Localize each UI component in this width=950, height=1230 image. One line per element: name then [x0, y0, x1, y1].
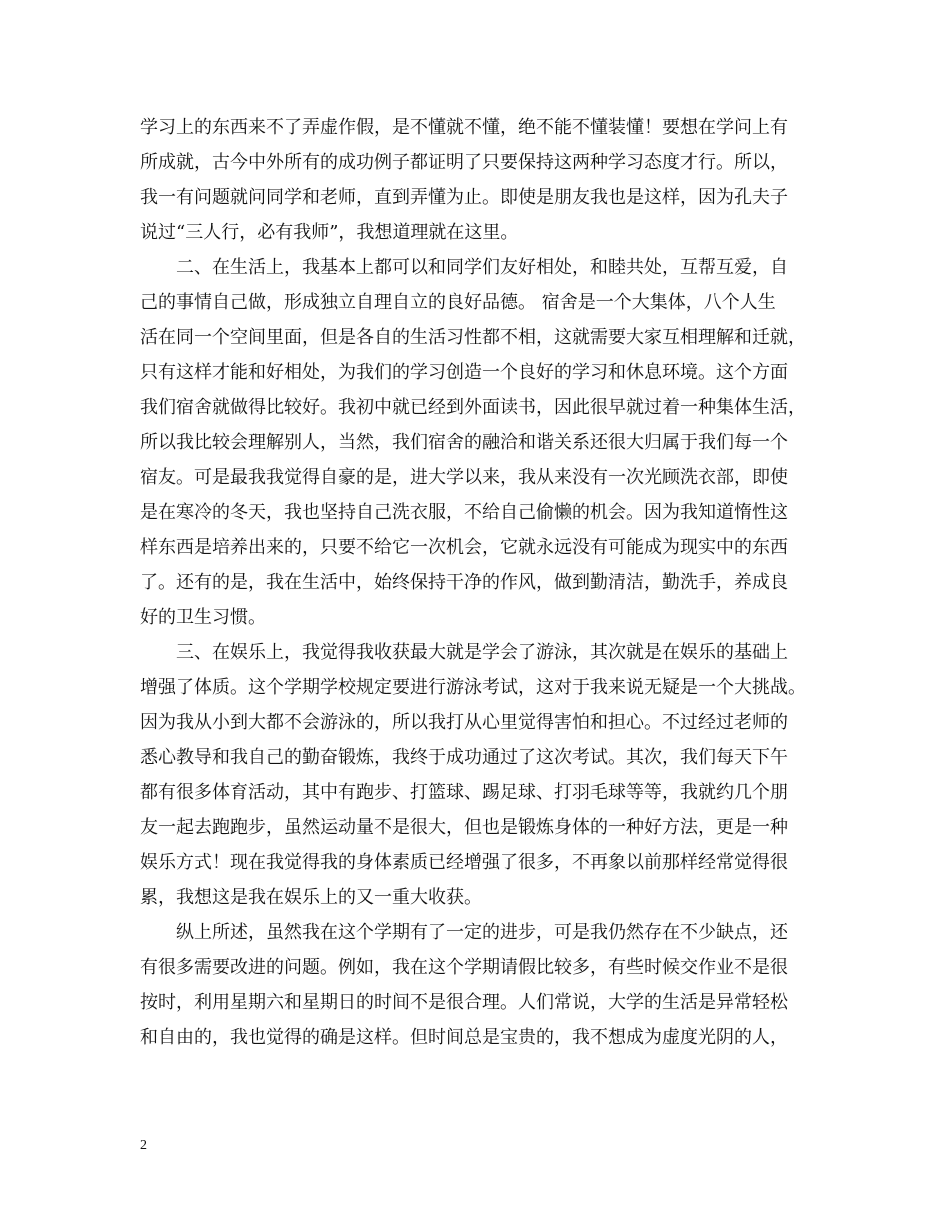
text-line: 二、在生活上，我基本上都可以和同学们友好相处，和睦共处，互帮互爱，自: [176, 257, 788, 278]
text-line: 样东西是培养出来的，只要不给它一次机会，它就永远没有可能成为现实中的东西: [140, 537, 788, 558]
text-line: 累，我想这是我在娱乐上的又一重大收获。: [140, 887, 482, 908]
text-line: 三、在娱乐上，我觉得我收获最大就是学会了游泳，其次就是在娱乐的基础上: [176, 642, 788, 663]
text-line: 纵上所述，虽然我在这个学期有了一定的进步，可是我仍然存在不少缺点，还: [176, 922, 788, 943]
text-line: 所成就，古今中外所有的成功例子都证明了只要保持这两种学习态度才行。所以，: [140, 152, 788, 173]
text-line: 我们宿舍就做得比较好。我初中就已经到外面读书，因此很早就过着一种集体生活，: [140, 397, 806, 418]
paragraph: [140, 250, 816, 635]
text-line: 学习上的东西来不了弄虚作假，是不懂就不懂，绝不能不懂装懂！要想在学问上有: [140, 117, 788, 138]
text-line: 只有这样才能和好相处，为我们的学习创造一个良好的学习和休息环境。这个方面: [140, 362, 788, 383]
paragraph: [140, 110, 816, 250]
text-line: 按时，利用星期六和星期日的时间不是很合理。人们常说，大学的生活是异常轻松: [140, 992, 788, 1013]
text-line: 宿友。可是最我我觉得自豪的是，进大学以来，我从来没有一次光顾洗衣部，即使: [140, 467, 788, 488]
text-line: 悉心教导和我自己的勤奋锻炼，我终于成功通过了这次考试。其次，我们每天下午: [140, 747, 788, 768]
document-body: [140, 110, 816, 1055]
text-line: 我一有问题就问同学和老师，直到弄懂为止。即使是朋友我也是这样，因为孔夫子: [140, 187, 788, 208]
text-line: 了。还有的是，我在生活中，始终保持干净的作风，做到勤清洁，勤洗手，养成良: [140, 572, 788, 593]
paragraph: [140, 915, 816, 1055]
text-line: 好的卫生习惯。: [140, 607, 266, 628]
text-line: 活在同一个空间里面，但是各自的生活习性都不相，这就需要大家互相理解和迁就，: [140, 327, 806, 348]
page-number: 2: [140, 1138, 147, 1153]
text-line: 是在寒冷的冬天，我也坚持自己洗衣服，不给自己偷懒的机会。因为我知道惰性这: [140, 502, 788, 523]
text-line: 己的事情自己做，形成独立自理自立的良好品德。 宿舍是一个大集体，八个人生: [140, 292, 776, 313]
text-line: 和自由的，我也觉得的确是这样。但时间总是宝贵的，我不想成为虚度光阴的人，: [140, 1027, 788, 1048]
text-line: 有很多需要改进的问题。例如，我在这个学期请假比较多，有些时候交作业不是很: [140, 957, 788, 978]
text-line: 增强了体质。这个学期学校规定要进行游泳考试，这对于我来说无疑是一个大挑战。: [140, 677, 806, 698]
text-line: 所以我比较会理解别人，当然，我们宿舍的融洽和谐关系还很大归属于我们每一个: [140, 432, 788, 453]
text-line: 都有很多体育活动，其中有跑步、打篮球、踢足球、打羽毛球等等，我就约几个朋: [140, 782, 788, 803]
text-line: 说过“三人行，必有我师”，我想道理就在这里。: [140, 222, 519, 243]
text-line: 友一起去跑跑步，虽然运动量不是很大，但也是锻炼身体的一种好方法，更是一种: [140, 817, 788, 838]
paragraph: [140, 635, 816, 915]
text-line: 娱乐方式！现在我觉得我的身体素质已经增强了很多，不再象以前那样经常觉得很: [140, 852, 788, 873]
text-line: 因为我从小到大都不会游泳的，所以我打从心里觉得害怕和担心。不过经过老师的: [140, 712, 788, 733]
